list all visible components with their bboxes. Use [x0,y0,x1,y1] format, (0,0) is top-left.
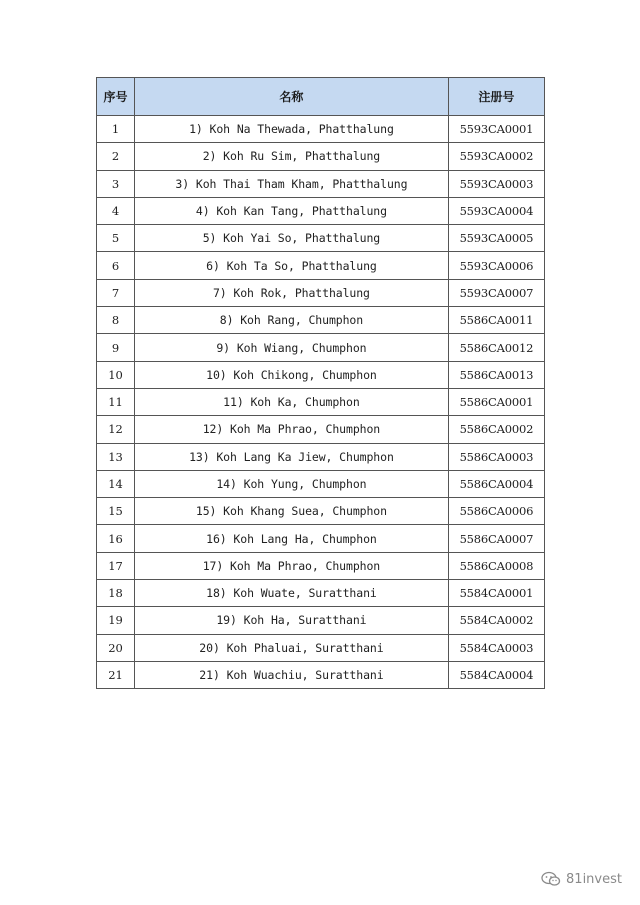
registration-number-cell: 5584CA0002 [448,607,544,634]
serial-number-cell: 4 [97,197,135,224]
watermark-text: 81invest [566,871,622,887]
table-row [97,197,545,224]
name-cell: 14) Koh Yung, Chumphon [135,470,449,497]
registration-number-cell: 5586CA0006 [448,498,544,525]
registration-number-cell: 5584CA0001 [448,580,544,607]
table-row [97,361,545,388]
name-cell: 7) Koh Rok, Phatthalung [135,279,449,306]
name-cell: 12) Koh Ma Phrao, Chumphon [135,416,449,443]
table-row [97,634,545,661]
table-row [97,279,545,306]
name-cell: 11) Koh Ka, Chumphon [135,388,449,415]
registration-number-cell: 5586CA0001 [448,388,544,415]
serial-number-cell: 5 [97,225,135,252]
table-row [97,498,545,525]
serial-number-cell: 18 [97,580,135,607]
registration-number-cell: 5593CA0003 [448,170,544,197]
serial-number-cell: 17 [97,552,135,579]
table-header-row [97,78,545,116]
name-cell: 4) Koh Kan Tang, Phatthalung [135,197,449,224]
table-row [97,607,545,634]
registration-number-cell: 5586CA0007 [448,525,544,552]
table-row [97,143,545,170]
registration-number-cell: 5584CA0004 [448,661,544,688]
table-row [97,170,545,197]
table-row [97,388,545,415]
serial-number-cell: 12 [97,416,135,443]
table-row [97,443,545,470]
name-cell: 13) Koh Lang Ka Jiew, Chumphon [135,443,449,470]
table-row [97,116,545,143]
name-cell: 3) Koh Thai Tham Kham, Phatthalung [135,170,449,197]
registration-number-cell: 5586CA0004 [448,470,544,497]
name-cell: 17) Koh Ma Phrao, Chumphon [135,552,449,579]
serial-number-cell: 21 [97,661,135,688]
name-cell: 18) Koh Wuate, Suratthani [135,580,449,607]
registration-number-cell: 5593CA0007 [448,279,544,306]
name-cell: 15) Koh Khang Suea, Chumphon [135,498,449,525]
table-row [97,470,545,497]
serial-number-cell: 1 [97,116,135,143]
serial-number-cell: 10 [97,361,135,388]
registration-number-cell: 5593CA0006 [448,252,544,279]
registration-number-cell: 5586CA0002 [448,416,544,443]
header-name: 名称 [135,78,449,116]
name-cell: 19) Koh Ha, Suratthani [135,607,449,634]
registration-number-cell: 5586CA0003 [448,443,544,470]
serial-number-cell: 6 [97,252,135,279]
table-row [97,552,545,579]
name-cell: 2) Koh Ru Sim, Phatthalung [135,143,449,170]
name-cell: 1) Koh Na Thewada, Phatthalung [135,116,449,143]
registration-number-cell: 5593CA0004 [448,197,544,224]
table-row [97,580,545,607]
table-row [97,334,545,361]
header-registration-number: 注册号 [448,78,544,116]
serial-number-cell: 16 [97,525,135,552]
name-cell: 8) Koh Rang, Chumphon [135,307,449,334]
registration-number-cell: 5586CA0011 [448,307,544,334]
registration-number-cell: 5586CA0013 [448,361,544,388]
table-row [97,525,545,552]
watermark [541,871,622,887]
wechat-icon [541,871,561,887]
name-cell: 9) Koh Wiang, Chumphon [135,334,449,361]
name-cell: 5) Koh Yai So, Phatthalung [135,225,449,252]
serial-number-cell: 13 [97,443,135,470]
name-cell: 21) Koh Wuachiu, Suratthani [135,661,449,688]
serial-number-cell: 8 [97,307,135,334]
registration-number-cell: 5586CA0008 [448,552,544,579]
serial-number-cell: 19 [97,607,135,634]
serial-number-cell: 15 [97,498,135,525]
registration-number-cell: 5593CA0001 [448,116,544,143]
serial-number-cell: 9 [97,334,135,361]
name-cell: 6) Koh Ta So, Phatthalung [135,252,449,279]
serial-number-cell: 14 [97,470,135,497]
registration-number-cell: 5593CA0002 [448,143,544,170]
table-row [97,252,545,279]
island-registration-table [96,77,545,689]
table-body [97,116,545,689]
table-row [97,416,545,443]
name-cell: 10) Koh Chikong, Chumphon [135,361,449,388]
name-cell: 20) Koh Phaluai, Suratthani [135,634,449,661]
table-row [97,307,545,334]
serial-number-cell: 2 [97,143,135,170]
name-cell: 16) Koh Lang Ha, Chumphon [135,525,449,552]
table-row [97,661,545,688]
registration-number-cell: 5584CA0003 [448,634,544,661]
header-serial-number: 序号 [97,78,135,116]
serial-number-cell: 7 [97,279,135,306]
registration-number-cell: 5593CA0005 [448,225,544,252]
serial-number-cell: 20 [97,634,135,661]
serial-number-cell: 3 [97,170,135,197]
serial-number-cell: 11 [97,388,135,415]
table-row [97,225,545,252]
registration-number-cell: 5586CA0012 [448,334,544,361]
